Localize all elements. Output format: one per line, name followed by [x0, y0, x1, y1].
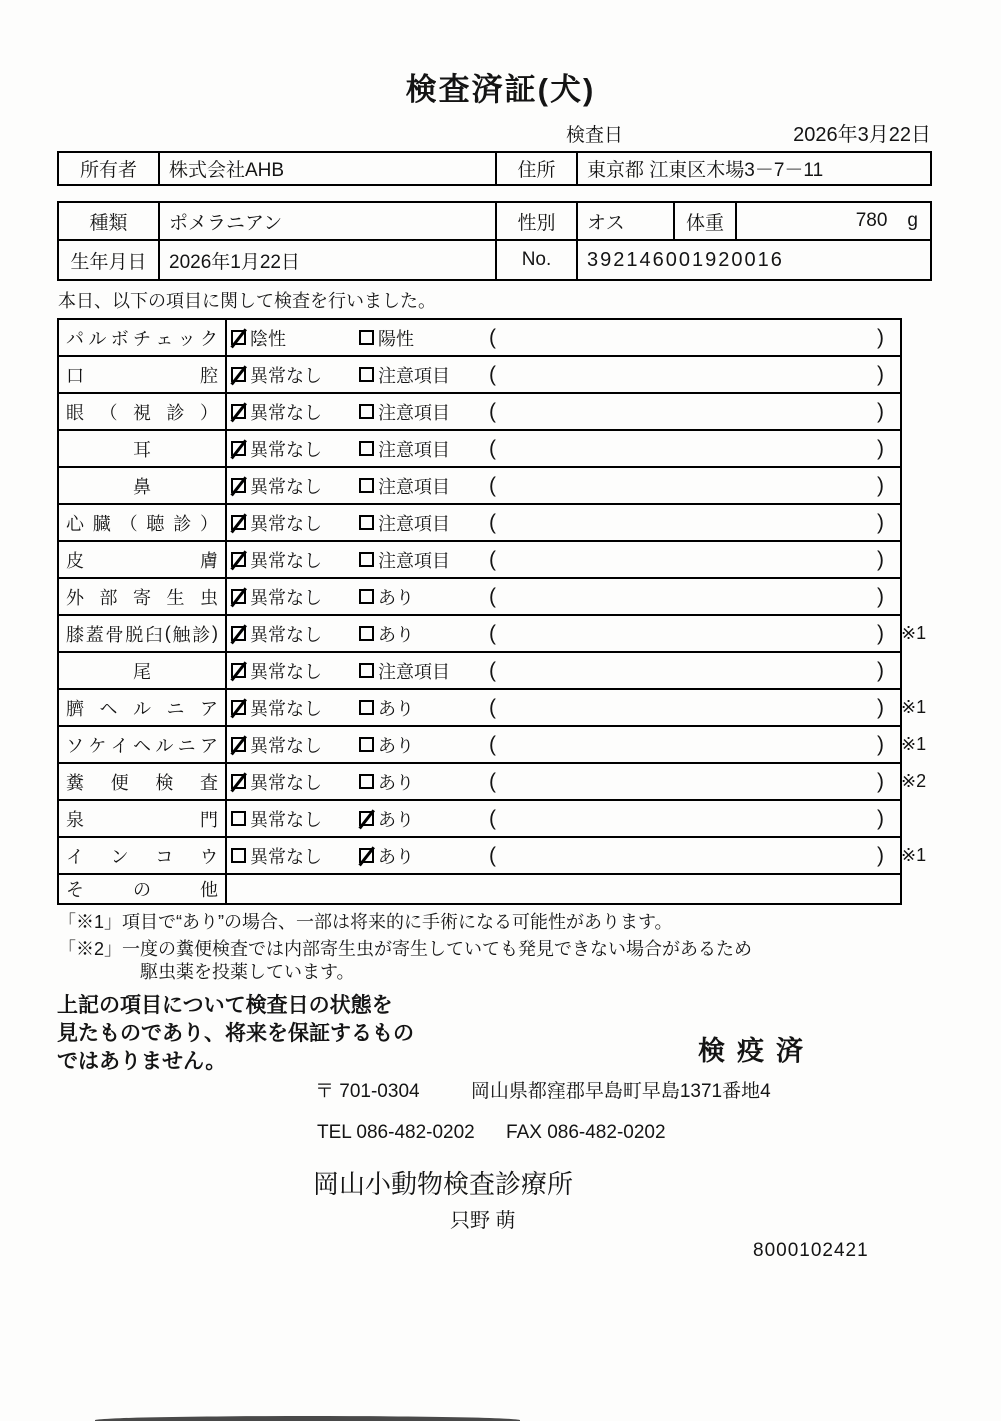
- paren-close: ): [877, 473, 884, 497]
- option-label: 注意項目: [378, 365, 450, 386]
- option-label: あり: [378, 698, 414, 719]
- table-row: [59, 838, 927, 875]
- paren-open: (: [489, 473, 496, 497]
- option-label: あり: [378, 772, 414, 793]
- exam-item-label: 糞 便 検 査: [59, 764, 227, 799]
- result-field: [489, 770, 900, 794]
- option-label: 異常なし: [250, 624, 322, 645]
- result-field: [489, 474, 900, 498]
- animal-table: [57, 201, 932, 281]
- footnote-1: 「※1」項目で“あり”の場合、一部は将来的に手術になる可能性があります。: [58, 912, 673, 932]
- checkbox-icon: [231, 700, 246, 715]
- paren-close: ): [877, 325, 884, 349]
- paren-close: ): [877, 399, 884, 423]
- exam-option-1: [227, 769, 359, 795]
- row-footnote-mark: ※1: [901, 623, 927, 643]
- checkbox-icon: [359, 589, 374, 604]
- clinic-postal-code: 〒 701-0304: [315, 1081, 420, 1102]
- exam-item-label: 泉 門: [59, 801, 227, 836]
- checkbox-icon: [231, 589, 246, 604]
- option-label: 異常なし: [250, 661, 322, 682]
- birthdate-value: 2026年1月22日: [160, 241, 497, 279]
- paren-open: (: [489, 399, 496, 423]
- paren-close: ): [877, 362, 884, 386]
- result-field: [489, 585, 900, 609]
- paren-open: (: [489, 732, 496, 756]
- breed-label: 種類: [59, 203, 160, 239]
- option-label: あり: [378, 809, 414, 830]
- checkbox-icon: [231, 367, 246, 382]
- table-row: [59, 690, 927, 727]
- exam-option-2: [359, 399, 489, 425]
- exam-option-2: [359, 769, 489, 795]
- row-footnote-mark: ※1: [901, 697, 927, 717]
- address-label: 住所: [497, 153, 578, 184]
- clinic-fax: FAX 086-482-0202: [506, 1122, 666, 1143]
- page-title: 検査済証(犬): [405, 72, 596, 107]
- exam-option-2: [359, 695, 489, 721]
- exam-option-1: [227, 732, 359, 758]
- checkbox-icon: [231, 811, 246, 826]
- clinic-tel: TEL 086-482-0202: [317, 1122, 475, 1143]
- exam-option-1: [227, 325, 359, 351]
- table-row: [59, 727, 927, 764]
- id-number-value: 392146001920016: [587, 248, 784, 271]
- exam-option-1: [227, 584, 359, 610]
- table-row: [59, 394, 900, 431]
- checkbox-icon: [359, 515, 374, 530]
- exam-item-label: そ の 他: [59, 875, 227, 903]
- exam-item-label: 鼻: [59, 468, 227, 503]
- paren-close: ): [877, 436, 884, 460]
- checkbox-icon: [359, 404, 374, 419]
- option-label: 注意項目: [378, 550, 450, 571]
- option-label: あり: [378, 624, 414, 645]
- weight-value: 780: [855, 210, 888, 231]
- weight-value-cell: [737, 203, 930, 239]
- checkbox-icon: [359, 737, 374, 752]
- exam-option-2: [359, 806, 489, 832]
- disclaimer-line: ではありません。: [57, 1050, 227, 1073]
- clinic-address: 岡山県都窪郡早島町早島1371番地4: [470, 1081, 771, 1102]
- scan-artifact: [95, 1416, 520, 1421]
- exam-option-1: [227, 473, 359, 499]
- exam-option-1: [227, 843, 359, 869]
- sex-value: オス: [578, 203, 675, 239]
- result-field: [489, 437, 900, 461]
- checkbox-icon: [231, 330, 246, 345]
- disclaimer-line: 見たものであり、将来を保証するもの: [57, 1022, 414, 1045]
- exam-item-label: 眼 （ 視 診 ）: [59, 394, 227, 429]
- paren-close: ): [877, 584, 884, 608]
- table-row: [59, 357, 900, 394]
- checkbox-icon: [359, 848, 374, 863]
- exam-item-label: 外 部 寄 生 虫: [59, 579, 227, 614]
- inspection-date-label: 検査日: [566, 125, 624, 146]
- checkbox-icon: [231, 848, 246, 863]
- result-field: [489, 511, 900, 535]
- option-label: あり: [378, 846, 414, 867]
- exam-option-1: [227, 510, 359, 536]
- option-label: 異常なし: [250, 772, 322, 793]
- paren-close: ): [877, 510, 884, 534]
- table-row: [59, 505, 900, 542]
- exam-item-label: 心 臓 （ 聴 診 ）: [59, 505, 227, 540]
- paren-open: (: [489, 621, 496, 645]
- exam-item-label: ソ ケ イ ヘ ル ニ ア: [59, 727, 227, 762]
- result-field: [489, 400, 900, 424]
- exam-option-2: [359, 473, 489, 499]
- owner-table: [57, 151, 932, 186]
- result-field: [489, 363, 900, 387]
- checkbox-icon: [231, 663, 246, 678]
- exam-option-1: [227, 362, 359, 388]
- paren-close: ): [877, 621, 884, 645]
- checkbox-icon: [359, 330, 374, 345]
- exam-item-label: 尾: [59, 653, 227, 688]
- exam-option-2: [359, 325, 489, 351]
- table-row: [59, 431, 900, 468]
- table-row: [59, 764, 927, 801]
- clinic-name: 岡山小動物検査診療所: [313, 1169, 574, 1199]
- checkbox-icon: [359, 626, 374, 641]
- exam-table: [57, 318, 927, 905]
- exam-option-1: [227, 695, 359, 721]
- checkbox-icon: [231, 774, 246, 789]
- document-serial-number: 8000102421: [753, 1240, 869, 1261]
- exam-option-1: [227, 436, 359, 462]
- table-row: [59, 653, 900, 690]
- paren-close: ): [877, 769, 884, 793]
- inspection-date-value: 2026年3月22日: [793, 124, 931, 146]
- option-label: 注意項目: [378, 513, 450, 534]
- paren-open: (: [489, 362, 496, 386]
- option-label: 注意項目: [378, 439, 450, 460]
- breed-value: ポメラニアン: [160, 203, 497, 239]
- option-label: 異常なし: [250, 439, 322, 460]
- result-field: [489, 696, 900, 720]
- option-label: 異常なし: [250, 365, 322, 386]
- option-label: 陽性: [378, 328, 414, 349]
- paren-open: (: [489, 547, 496, 571]
- paren-close: ): [877, 732, 884, 756]
- exam-option-1: [227, 806, 359, 832]
- result-field: [489, 622, 900, 646]
- option-label: 異常なし: [250, 809, 322, 830]
- exam-item-label: イ ン コ ウ: [59, 838, 227, 873]
- birthdate-label: 生年月日: [59, 241, 160, 279]
- result-field: [489, 844, 900, 868]
- option-label: 陰性: [250, 328, 286, 349]
- quarantine-stamp: 検疫済: [698, 1036, 815, 1066]
- checkbox-icon: [359, 700, 374, 715]
- paren-close: ): [877, 806, 884, 830]
- result-field: [489, 807, 900, 831]
- footnote-2-continued: 駆虫薬を投薬しています。: [140, 962, 355, 982]
- paren-open: (: [489, 769, 496, 793]
- table-row: [59, 542, 900, 579]
- checkbox-icon: [231, 478, 246, 493]
- clinic-address-row: [315, 1076, 771, 1103]
- exam-option-2: [359, 362, 489, 388]
- result-field: [489, 659, 900, 683]
- exam-option-2: [359, 510, 489, 536]
- sex-label: 性別: [497, 203, 578, 239]
- table-row: [59, 468, 900, 505]
- option-label: 注意項目: [378, 476, 450, 497]
- exam-item-label: 耳: [59, 431, 227, 466]
- option-label: あり: [378, 587, 414, 608]
- exam-option-2: [359, 732, 489, 758]
- footnote-2: 「※2」一度の糞便検査では内部寄生虫が寄生していても発見できない場合があるため: [58, 939, 753, 959]
- paren-close: ): [877, 547, 884, 571]
- exam-option-1: [227, 621, 359, 647]
- checkbox-icon: [359, 478, 374, 493]
- paren-open: (: [489, 436, 496, 460]
- option-label: 異常なし: [250, 476, 322, 497]
- checkbox-icon: [231, 552, 246, 567]
- exam-option-1: [227, 399, 359, 425]
- id-number-label: No.: [497, 241, 578, 279]
- option-label: 異常なし: [250, 846, 322, 867]
- table-row: [59, 320, 900, 357]
- table-row: [59, 801, 900, 838]
- option-label: 異常なし: [250, 402, 322, 423]
- paren-open: (: [489, 843, 496, 867]
- exam-option-2: [359, 843, 489, 869]
- row-footnote-mark: ※2: [901, 771, 927, 791]
- exam-item-label: 口 腔: [59, 357, 227, 392]
- paren-close: ): [877, 843, 884, 867]
- option-label: 異常なし: [250, 513, 322, 534]
- paren-open: (: [489, 658, 496, 682]
- table-row: [59, 875, 900, 903]
- checkbox-icon: [231, 515, 246, 530]
- option-label: 注意項目: [378, 661, 450, 682]
- table-row: [59, 241, 930, 279]
- exam-option-2: [359, 621, 489, 647]
- checkbox-icon: [359, 774, 374, 789]
- checkbox-icon: [231, 626, 246, 641]
- exam-item-label: 臍 ヘ ル ニ ア: [59, 690, 227, 725]
- clinic-contact-row: [317, 1122, 666, 1144]
- option-label: 異常なし: [250, 735, 322, 756]
- owner-label: 所有者: [59, 153, 160, 184]
- veterinarian-name: 只野 萌: [450, 1210, 516, 1232]
- exam-option-2: [359, 547, 489, 573]
- table-row: [59, 616, 927, 653]
- checkbox-icon: [359, 811, 374, 826]
- owner-value: 株式会社AHB: [160, 153, 497, 184]
- row-footnote-mark: ※1: [901, 845, 927, 865]
- option-label: 異常なし: [250, 587, 322, 608]
- option-label: 異常なし: [250, 698, 322, 719]
- paren-open: (: [489, 325, 496, 349]
- result-field: [489, 548, 900, 572]
- exam-option-2: [359, 436, 489, 462]
- table-row: [59, 203, 930, 241]
- weight-label: 体重: [675, 203, 737, 239]
- result-field: [489, 733, 900, 757]
- row-footnote-mark: ※1: [901, 734, 927, 754]
- checkbox-icon: [359, 441, 374, 456]
- checkbox-icon: [359, 552, 374, 567]
- exam-option-2: [359, 658, 489, 684]
- disclaimer: [57, 992, 414, 1076]
- checkbox-icon: [359, 663, 374, 678]
- exam-option-1: [227, 658, 359, 684]
- table-row: [59, 579, 900, 616]
- intro-text: 本日、以下の項目に関して検査を行いました。: [58, 291, 436, 311]
- option-label: 注意項目: [378, 402, 450, 423]
- paren-close: ): [877, 695, 884, 719]
- option-label: 異常なし: [250, 550, 322, 571]
- checkbox-icon: [231, 441, 246, 456]
- paren-open: (: [489, 695, 496, 719]
- weight-unit: g: [907, 210, 918, 231]
- result-field: [489, 326, 900, 350]
- exam-item-label: 膝 蓋 骨 脱 臼 ( 触 診 ): [59, 616, 227, 651]
- address-value: 東京都 江東区木場3－7－11: [587, 160, 824, 181]
- other-empty-field: [227, 875, 900, 903]
- checkbox-icon: [359, 367, 374, 382]
- option-label: あり: [378, 735, 414, 756]
- paren-close: ): [877, 658, 884, 682]
- paren-open: (: [489, 806, 496, 830]
- exam-option-2: [359, 584, 489, 610]
- disclaimer-line: 上記の項目について検査日の状態を: [57, 994, 393, 1017]
- exam-item-label: 皮 膚: [59, 542, 227, 577]
- exam-item-label: パ ル ボ チ ェ ッ ク: [59, 320, 227, 355]
- checkbox-icon: [231, 404, 246, 419]
- paren-open: (: [489, 584, 496, 608]
- exam-option-1: [227, 547, 359, 573]
- checkbox-icon: [231, 737, 246, 752]
- paren-open: (: [489, 510, 496, 534]
